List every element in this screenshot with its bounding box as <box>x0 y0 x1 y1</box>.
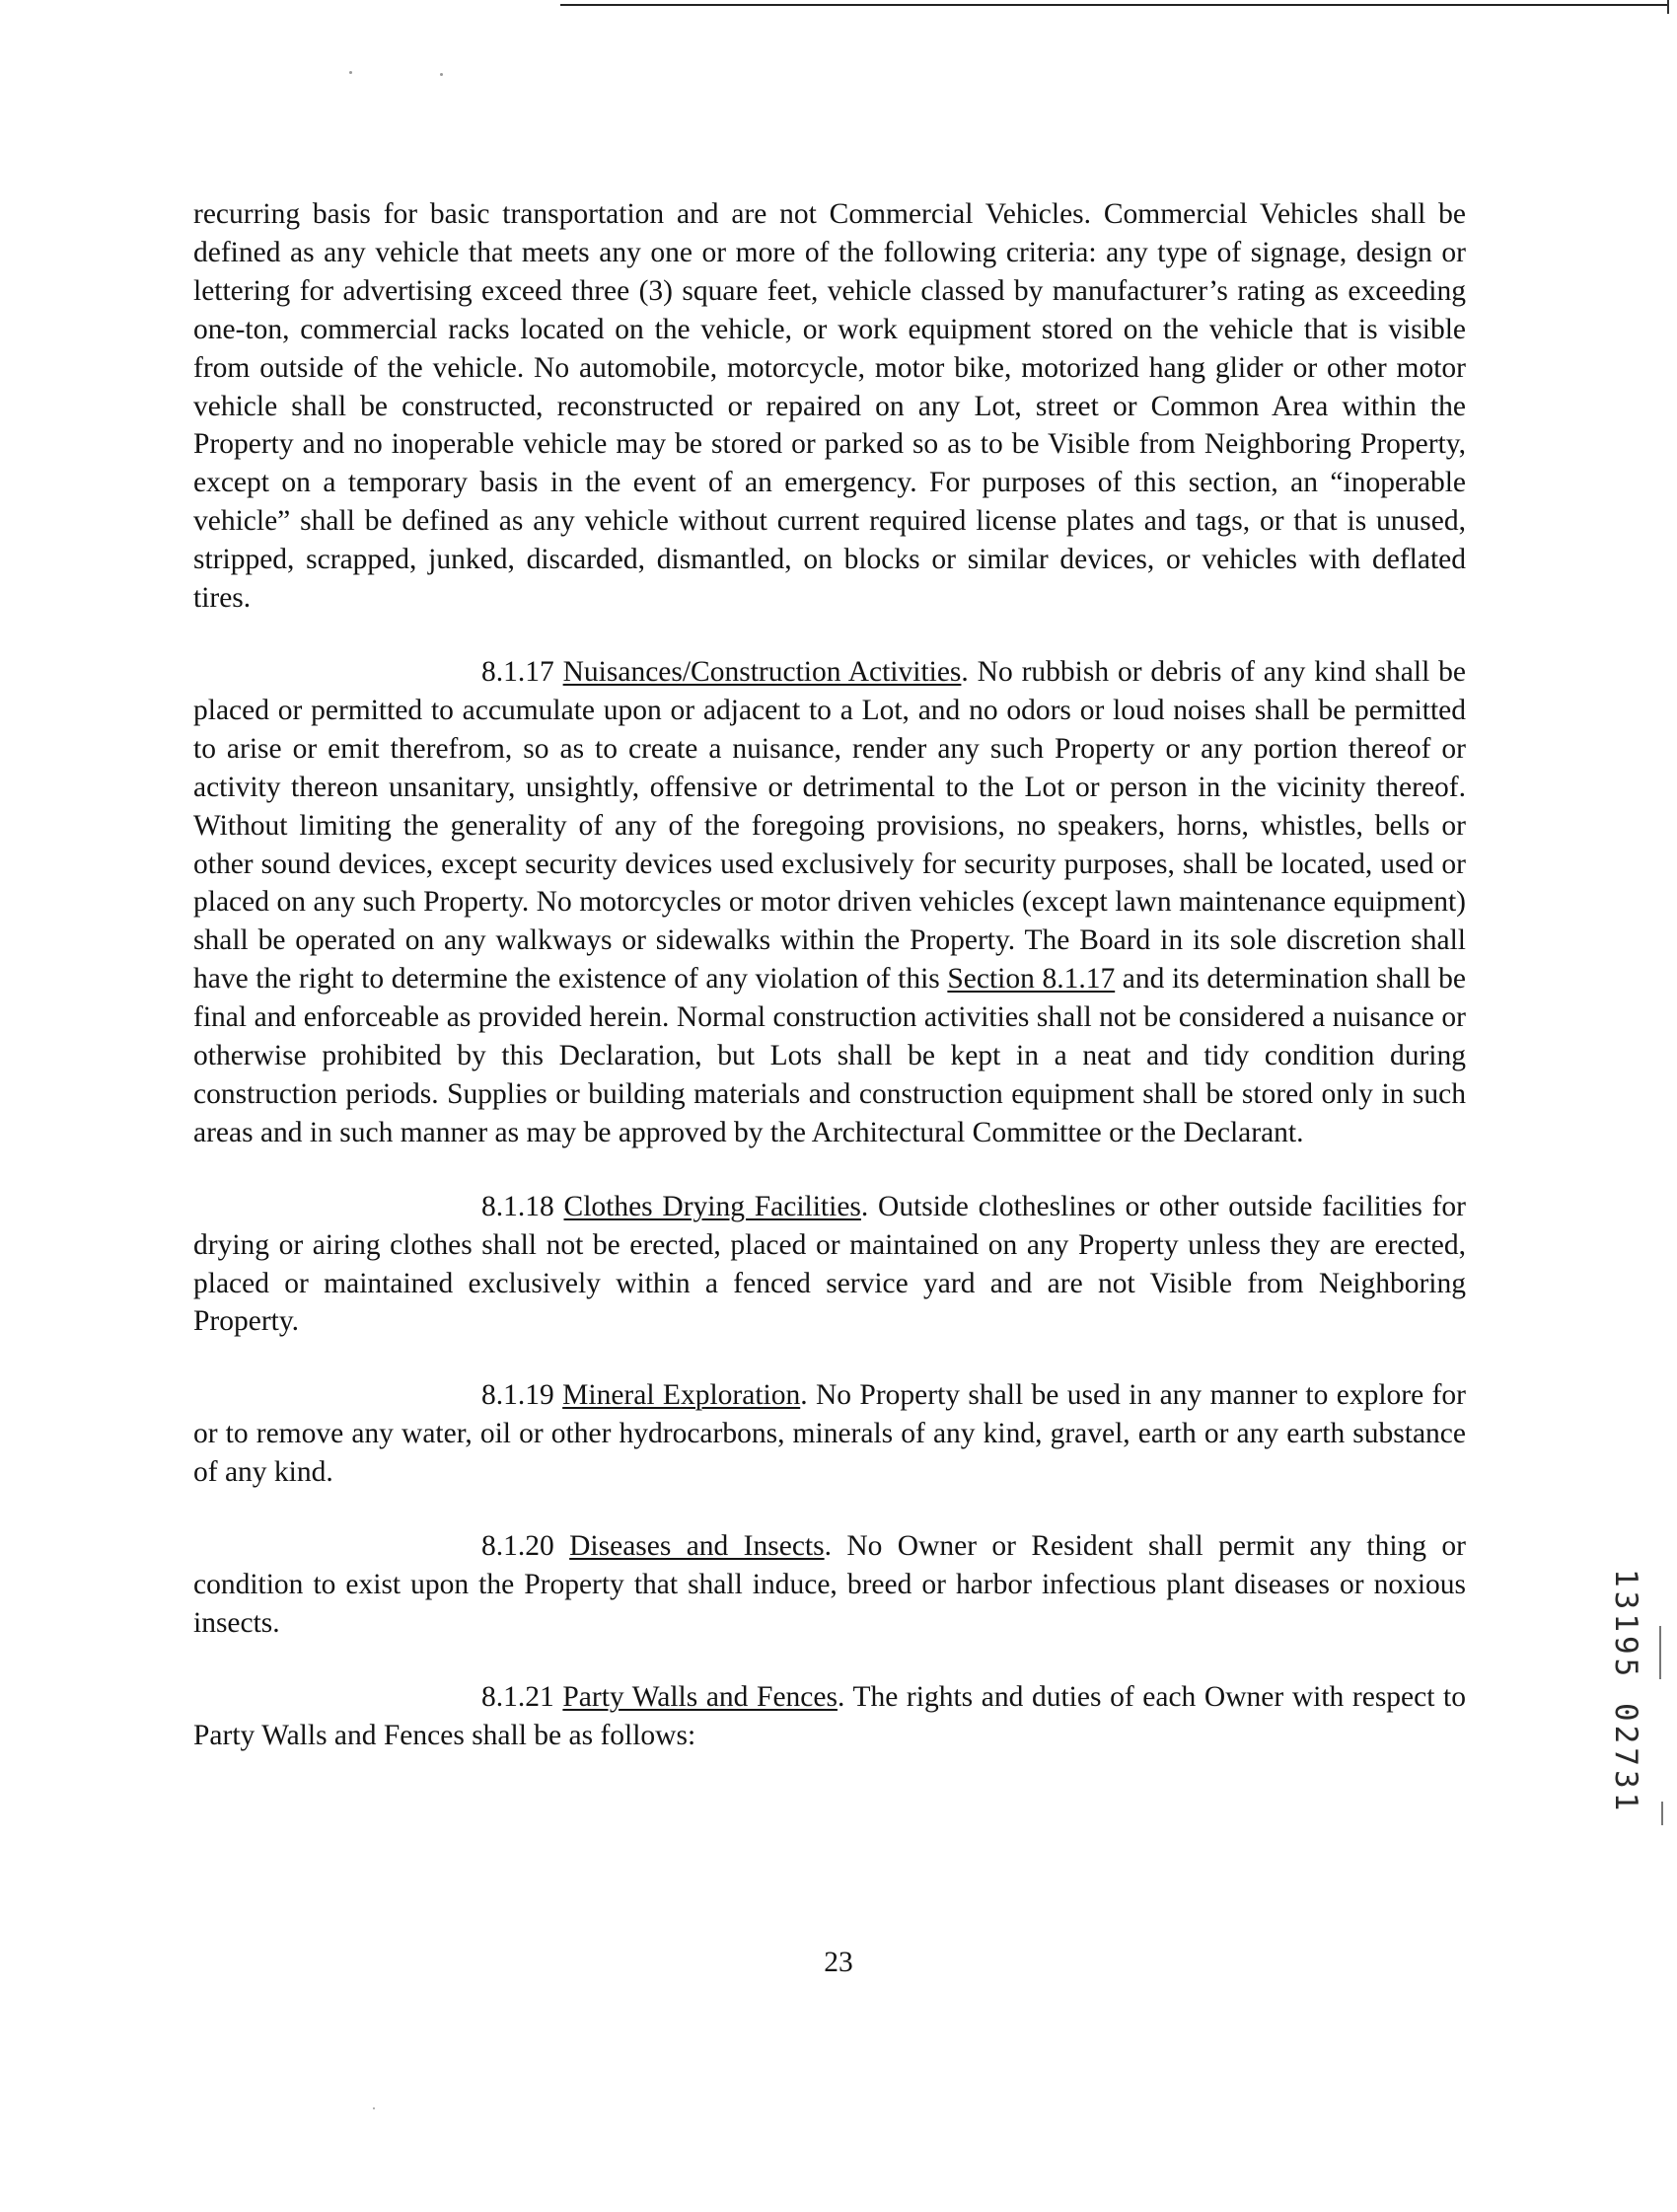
scan-right-edge-mark <box>1667 0 1669 14</box>
paragraph-continuation: recurring basis for basic transportation and are not Commercial Vehicles. Commercial Vehicles shall be defined as any vehicle that meets any one or more of the following criteria: any type of signage, design or lettering for advertising exceed three (3) square feet, vehicle classed by manufacturer’s rating as exceeding one-ton, commercial racks located on the vehicle, or work equipment stored on the vehicle that is visible from outside of the vehicle. No automobile, motorcycle, motor bike, motorized hang glider or other motor vehicle shall be constructed, reconstructed or repaired on any Lot, street or Common Area within the Property and no inoperable vehicle may be stored or parked so as to be Visible from Neighboring Property, except on a temporary basis in the event of an emergency. For purposes of this section, an “inoperable vehicle” shall be defined as any vehicle without current required license plates and tags, or that is unused, stripped, scrapped, junked, discarded, dismantled, on blocks or similar devices, or vehicles with deflated tires. <box>193 198 1466 615</box>
section-8-1-17 <box>193 653 1466 1152</box>
section-8-1-21 <box>193 1678 1466 1755</box>
section-heading: Diseases and Insects <box>569 1530 825 1563</box>
scan-speck <box>440 73 443 76</box>
page-number: 23 <box>824 1947 853 1978</box>
scan-margin-tick <box>1659 1626 1661 1679</box>
scan-top-border <box>560 4 1667 6</box>
section-8-1-20 <box>193 1527 1466 1643</box>
section-heading: Mineral Exploration <box>562 1379 801 1412</box>
section-body: . The rights and duties of each Owner with respect to Party Walls and Fences shall be as follows: <box>193 1680 1467 1751</box>
section-body: . No Property shall be used in any manner to explore for or to remove any water, oil or other hydrocarbons, minerals of any kind, gravel, earth or any earth substance of any kind. <box>193 1379 1467 1489</box>
section-number: 8.1.21 <box>481 1680 554 1713</box>
section-heading: Nuisances/Construction Activities <box>562 655 962 688</box>
section-number: 8.1.20 <box>481 1530 554 1563</box>
section-8-1-18 <box>193 1188 1466 1342</box>
section-body-continued: and its determination shall be final and enforceable as provided herein. Normal construction activities shall not be considered a nuisance or otherwise prohibited by this Declaration, but Lots shall be kept in a neat and tidy condition during construction periods. Supplies or building materials and construction equipment shall be stored only in such areas and in such manner as may be approved by the Architectural Committee or the Declarant. <box>193 963 1466 1148</box>
recording-stamp-text: 13195 02731 <box>1608 1569 1643 1815</box>
scan-speck <box>373 2107 375 2109</box>
section-heading: Clothes Drying Facilities <box>563 1190 861 1222</box>
section-body: . Outside clotheslines or other outside facilities for drying or airing clothes shall not be erected, placed or maintained on any Property unless they are erected, placed or maintained exclusively within a fenced service yard and are not Visible from Neighboring Property. <box>193 1190 1466 1338</box>
section-body: . No rubbish or debris of any kind shall be placed or permitted to accumulate upon or adjacent to a Lot, and no odors or loud noises shall be permitted to arise or emit therefrom, so as to create a nuisance, render any such Property or any portion thereof or activity thereon unsanitary, unsightly, offensive or detrimental to the Lot or person in the vicinity thereof. Without limiting the generality of any of the foregoing provisions, no speakers, horns, whistles, bells or other sound devices, except security devices used exclusively for security purposes, shall be located, used or placed on any such Property. No motorcycles or motor driven vehicles (except lawn maintenance equipment) shall be operated on any walkways or sidewalks within the Property. The Board in its sole discretion shall have the right to determine the existence of any violation of this <box>193 655 1466 995</box>
section-heading: Party Walls and Fences <box>562 1680 838 1713</box>
scan-speck <box>349 71 352 74</box>
section-number: 8.1.17 <box>481 655 554 688</box>
section-number: 8.1.18 <box>481 1190 554 1222</box>
section-body: . No Owner or Resident shall permit any thing or condition to exist upon the Property that shall induce, breed or harbor infectious plant diseases or noxious insects. <box>193 1530 1467 1639</box>
recording-stamp <box>1606 1569 1645 1865</box>
document-body <box>193 195 1466 1755</box>
section-number: 8.1.19 <box>481 1379 554 1412</box>
scan-margin-tick <box>1661 1802 1663 1825</box>
section-cross-reference: Section 8.1.17 <box>947 963 1116 995</box>
section-8-1-19 <box>193 1376 1466 1492</box>
